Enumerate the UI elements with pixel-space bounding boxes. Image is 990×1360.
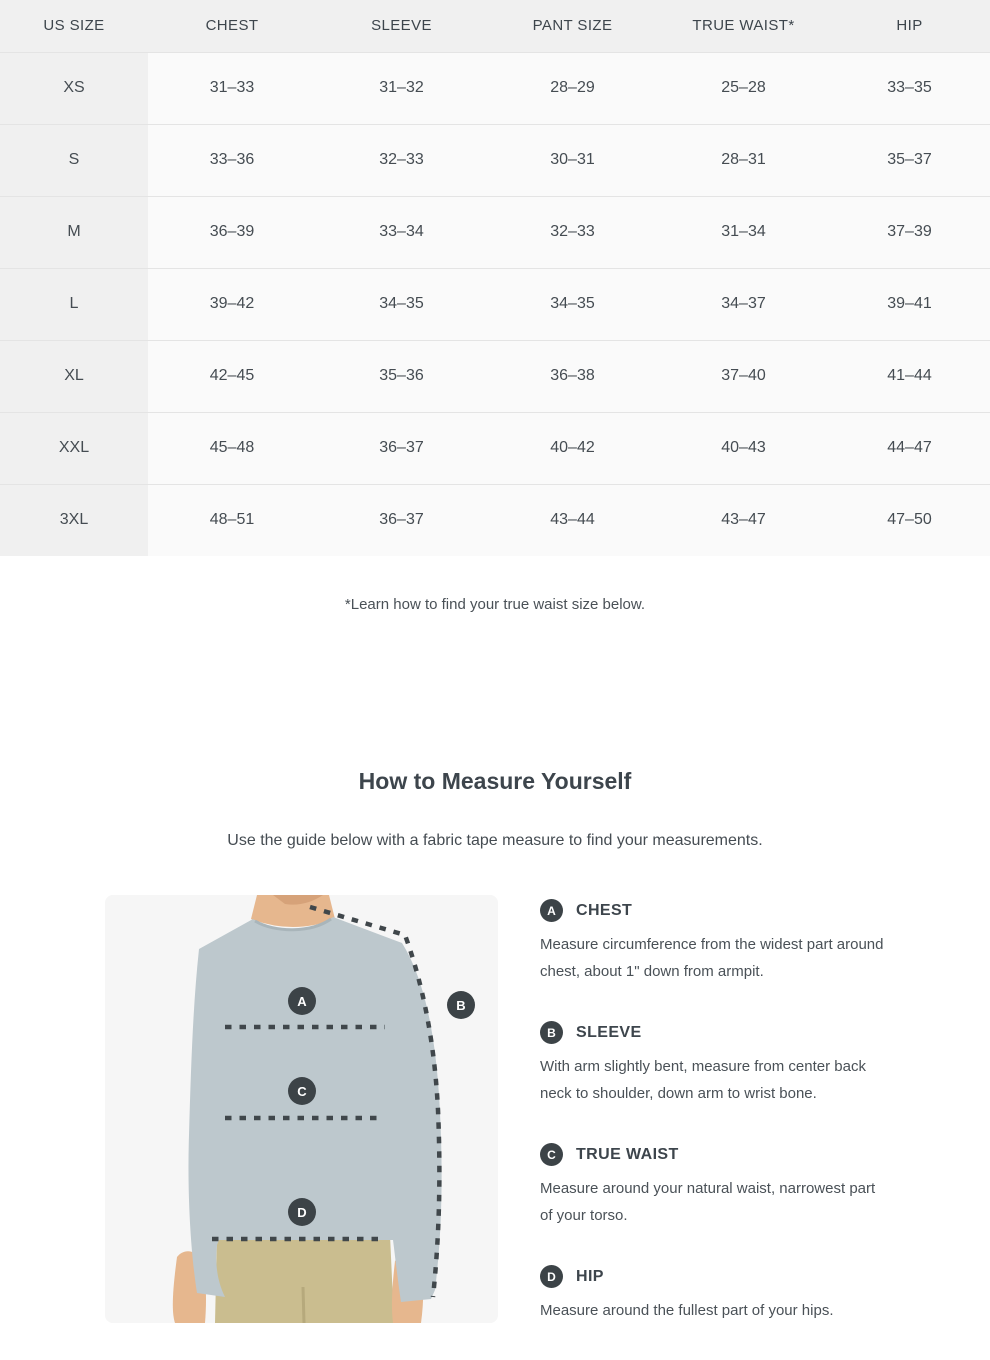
value-cell: 41–44 <box>829 340 990 412</box>
measure-item-label: SLEEVE <box>576 1023 642 1041</box>
hip-badge-icon: D <box>540 1265 563 1288</box>
measure-item-description: Measure around your natural waist, narrowest part of your torso. <box>540 1180 876 1224</box>
column-header-pant-size: PANT SIZE <box>487 0 658 52</box>
size-cell: M <box>0 196 148 268</box>
value-cell: 35–37 <box>829 124 990 196</box>
chest-marker-letter: A <box>297 994 307 1009</box>
table-row <box>0 52 990 124</box>
true-waist-badge-icon: C <box>540 1143 563 1166</box>
value-cell: 31–33 <box>148 52 316 124</box>
measure-item-header <box>540 899 925 922</box>
size-cell: L <box>0 268 148 340</box>
measure-item-header <box>540 1265 925 1288</box>
value-cell: 45–48 <box>148 412 316 484</box>
measure-item-label: HIP <box>576 1267 604 1285</box>
sleeve-badge-icon: B <box>540 1021 563 1044</box>
value-cell: 31–34 <box>658 196 829 268</box>
value-cell: 31–32 <box>316 52 487 124</box>
measure-item-description: Measure circumference from the widest part around chest, about 1" down from armpit. <box>540 936 884 980</box>
value-cell: 30–31 <box>487 124 658 196</box>
value-cell: 28–31 <box>658 124 829 196</box>
table-row <box>0 484 990 556</box>
value-cell: 25–28 <box>658 52 829 124</box>
value-cell: 37–39 <box>829 196 990 268</box>
hip-marker-letter: D <box>297 1205 307 1220</box>
value-cell: 37–40 <box>658 340 829 412</box>
size-cell: XXL <box>0 412 148 484</box>
measure-item-header <box>540 1143 925 1166</box>
measure-item-hip <box>540 1265 925 1324</box>
value-cell: 48–51 <box>148 484 316 556</box>
value-cell: 34–37 <box>658 268 829 340</box>
value-cell: 39–41 <box>829 268 990 340</box>
table-row <box>0 124 990 196</box>
size-cell: XL <box>0 340 148 412</box>
value-cell: 33–35 <box>829 52 990 124</box>
value-cell: 28–29 <box>487 52 658 124</box>
column-header-chest: CHEST <box>148 0 316 52</box>
pants-seam <box>303 1287 304 1323</box>
value-cell: 33–34 <box>316 196 487 268</box>
size-chart-table <box>0 0 990 556</box>
value-cell: 35–36 <box>316 340 487 412</box>
sleeve-marker-letter: B <box>456 998 466 1013</box>
measure-item-label: TRUE WAIST <box>576 1145 679 1163</box>
section-subtitle: Use the guide below with a fabric tape measure to find your measurements. <box>227 832 763 849</box>
table-row <box>0 268 990 340</box>
column-header-true-waist: TRUE WAIST* <box>658 0 829 52</box>
table-row <box>0 196 990 268</box>
value-cell: 33–36 <box>148 124 316 196</box>
measure-item-header <box>540 1021 925 1044</box>
measure-item-label: CHEST <box>576 901 633 919</box>
column-header-us-size: US SIZE <box>0 0 148 52</box>
true-waist-footnote: *Learn how to find your true waist size below. <box>344 596 646 613</box>
waist-marker-letter: C <box>297 1084 307 1099</box>
size-chart-header-row <box>0 0 990 52</box>
value-cell: 43–44 <box>487 484 658 556</box>
size-cell: XS <box>0 52 148 124</box>
table-row <box>0 340 990 412</box>
measure-item-chest <box>540 899 925 985</box>
value-cell: 36–37 <box>316 412 487 484</box>
value-cell: 39–42 <box>148 268 316 340</box>
table-row <box>0 412 990 484</box>
measure-item-description: Measure around the fullest part of your hips. <box>540 1302 834 1319</box>
value-cell: 44–47 <box>829 412 990 484</box>
value-cell: 36–38 <box>487 340 658 412</box>
value-cell: 47–50 <box>829 484 990 556</box>
measure-section <box>0 895 990 1360</box>
measure-instructions <box>540 895 925 1360</box>
value-cell: 34–35 <box>316 268 487 340</box>
measure-item-true-waist <box>540 1143 925 1229</box>
value-cell: 32–33 <box>316 124 487 196</box>
size-cell: 3XL <box>0 484 148 556</box>
section-title: How to Measure Yourself <box>358 768 632 794</box>
measure-item-description: With arm slightly bent, measure from center back neck to shoulder, down arm to wrist bone. <box>540 1058 866 1102</box>
column-header-sleeve: SLEEVE <box>316 0 487 52</box>
measure-item-sleeve <box>540 1021 925 1107</box>
value-cell: 42–45 <box>148 340 316 412</box>
measurement-diagram <box>105 895 498 1323</box>
value-cell: 36–39 <box>148 196 316 268</box>
value-cell: 36–37 <box>316 484 487 556</box>
value-cell: 32–33 <box>487 196 658 268</box>
value-cell: 34–35 <box>487 268 658 340</box>
measurement-figure <box>105 895 498 1323</box>
value-cell: 40–43 <box>658 412 829 484</box>
column-header-hip: HIP <box>829 0 990 52</box>
value-cell: 40–42 <box>487 412 658 484</box>
chest-badge-icon: A <box>540 899 563 922</box>
size-cell: S <box>0 124 148 196</box>
value-cell: 43–47 <box>658 484 829 556</box>
